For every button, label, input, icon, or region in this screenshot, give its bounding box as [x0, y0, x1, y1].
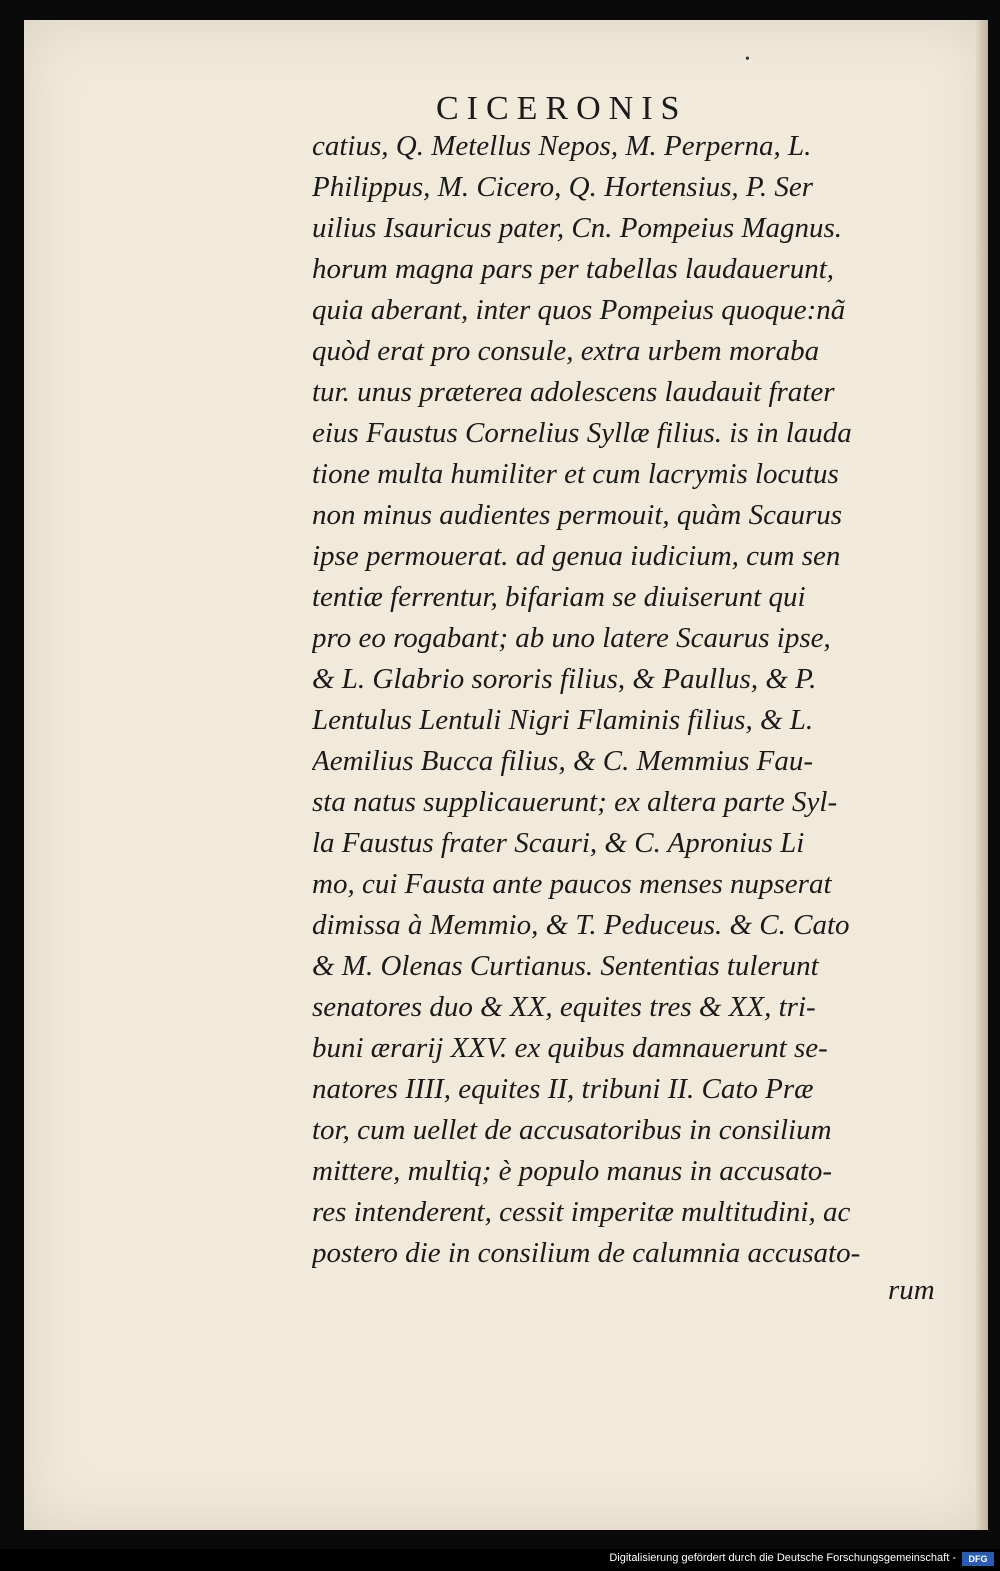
dfg-logo[interactable]: DFG [962, 1552, 994, 1566]
text-line: mo, cui Fausta ante paucos menses nupserat [312, 868, 832, 900]
body-text [312, 126, 948, 1274]
top-mark: • [745, 52, 750, 67]
text-line: postero die in consilium de calumnia accusato- [312, 1237, 861, 1269]
text-line: pro eo rogabant; ab uno latere Scaurus ipse, [312, 622, 831, 654]
text-line: quòd erat pro consule, extra urbem moraba [312, 335, 820, 367]
text-line: uilius Isauricus pater, Cn. Pompeius Magnus. [312, 212, 843, 244]
text-line: mittere, multiq; è populo manus in accusato- [312, 1155, 833, 1187]
running-header: CICERONIS [436, 90, 688, 127]
text-line: senatores duo & XX, equites tres & XX, tri- [312, 991, 816, 1023]
text-line: dimissa à Memmio, & T. Peduceus. & C. Cato [312, 909, 850, 941]
text-line: & L. Glabrio sororis filius, & Paullus, & P. [312, 663, 817, 695]
text-line: sta natus supplicauerunt; ex altera parte Syl- [312, 786, 838, 818]
text-line: tur. unus præterea adolescens laudauit frater [312, 376, 835, 408]
text-line: la Faustus frater Scauri, & C. Apronius Li [312, 827, 805, 859]
page-edge [976, 20, 988, 1530]
catchword: rum [888, 1274, 935, 1306]
footer-bar [0, 1549, 1000, 1571]
text-line: tentiæ ferrentur, bifariam se diuiserunt qui [312, 581, 806, 613]
text-line: buni ærarij XXV. ex quibus damnauerunt se- [312, 1032, 828, 1064]
text-line: Philippus, M. Cicero, Q. Hortensius, P. Ser [312, 171, 814, 203]
text-line: res intenderent, cessit imperitæ multitudini, ac [312, 1196, 851, 1228]
text-line: & M. Olenas Curtianus. Sententias tulerunt [312, 950, 819, 982]
text-line: tione multa humiliter et cum lacrymis locutus [312, 458, 839, 490]
text-line: non minus audientes permouit, quàm Scaurus [312, 499, 843, 531]
text-line: catius, Q. Metellus Nepos, M. Perperna, L. [312, 130, 812, 162]
funding-notice: Digitalisierung gefördert durch die Deutsche Forschungsgemeinschaft - [609, 1552, 956, 1564]
text-line: quia aberant, inter quos Pompeius quoque:nã [312, 294, 846, 326]
text-line: tor, cum uellet de accusatoribus in consilium [312, 1114, 832, 1146]
text-line: Lentulus Lentuli Nigri Flaminis filius, & L. [312, 704, 814, 736]
text-line: eius Faustus Cornelius Syllæ filius. is in lauda [312, 417, 852, 449]
text-line: horum magna pars per tabellas laudauerunt, [312, 253, 834, 285]
text-line: Aemilius Bucca filius, & C. Memmius Fau- [312, 745, 813, 777]
text-line: natores IIII, equites II, tribuni II. Cato Præ [312, 1073, 814, 1105]
text-line: ipse permouerat. ad genua iudicium, cum sen [312, 540, 841, 572]
